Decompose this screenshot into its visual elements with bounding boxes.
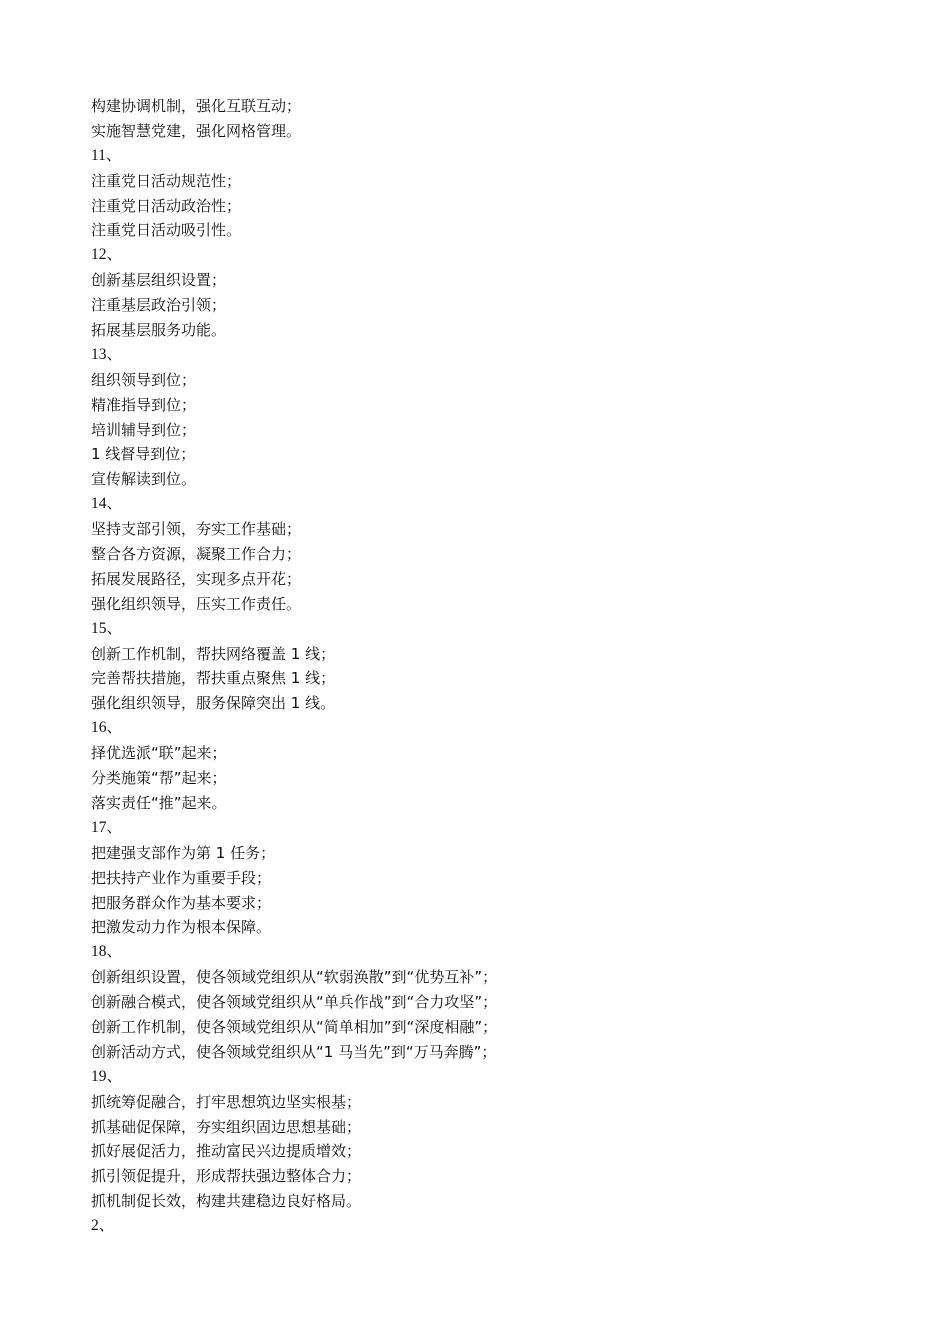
- text-line: 注重基层政治引领；: [91, 296, 227, 315]
- section-number: 16、: [91, 719, 123, 737]
- text-line: 注重党日活动政治性；: [91, 196, 242, 215]
- text-line: 精准指导到位；: [91, 395, 197, 414]
- text-line: 整合各方资源，凝聚工作合力；: [91, 545, 302, 564]
- text-line: 坚持支部引领，夯实工作基础；: [91, 520, 302, 539]
- text-line: 注重党日活动规范性；: [91, 171, 242, 190]
- text-line: 强化组织领导，压实工作责任。: [91, 594, 302, 613]
- text-line: 构建协调机制，强化互联互动；: [91, 97, 302, 115]
- text-line: 创新基层组织设置；: [91, 271, 227, 290]
- text-line: 强化组织领导，服务保障突出 1 线。: [91, 694, 336, 713]
- text-line: 抓基础促保障，夯实组织固边思想基础；: [91, 1117, 362, 1136]
- text-line: 培训辅导到位；: [91, 420, 197, 439]
- text-line: 落实责任“推”起来。: [91, 793, 227, 812]
- text-line: 创新组织设置，使各领域党组织从“软弱涣散”到“优势互补”；: [91, 968, 498, 987]
- text-line: 择优选派“联”起来；: [91, 744, 227, 763]
- section-number: 12、: [91, 246, 123, 264]
- section-number: 15、: [91, 619, 123, 637]
- text-line: 把服务群众作为基本要求；: [91, 893, 272, 912]
- text-line: 把激发动力作为根本保障。: [91, 918, 272, 937]
- text-line: 抓好展促活力，推动富民兴边提质增效；: [91, 1142, 362, 1161]
- text-line: 把建强支部作为第 1 任务；: [91, 843, 276, 862]
- section-number: 13、: [91, 345, 123, 363]
- text-line: 实施智慧党建，强化网格管理。: [91, 121, 302, 140]
- section-number: 18、: [91, 943, 123, 961]
- section-number: 14、: [91, 495, 123, 513]
- text-line: 抓机制促长效，构建共建稳边良好格局。: [91, 1192, 362, 1211]
- section-number: 2、: [91, 1217, 115, 1235]
- text-line: 1 线督导到位；: [91, 445, 196, 464]
- text-line: 拓展发展路径，实现多点开花；: [91, 569, 302, 588]
- section-number: 11、: [91, 146, 122, 164]
- section-number: 19、: [91, 1067, 123, 1085]
- text-line: 注重党日活动吸引性。: [91, 221, 242, 240]
- text-line: 完善帮扶措施，帮扶重点聚焦 1 线；: [91, 669, 336, 688]
- text-line: 分类施策“帮”起来；: [91, 769, 227, 788]
- text-line: 抓统筹促融合，打牢思想筑边坚实根基；: [91, 1092, 362, 1111]
- text-line: 拓展基层服务功能。: [91, 321, 227, 340]
- text-line: 把扶持产业作为重要手段；: [91, 868, 272, 887]
- text-line: 抓引领促提升，形成帮扶强边整体合力；: [91, 1167, 362, 1186]
- text-line: 创新融合模式，使各领域党组织从“单兵作战”到“合力攻坚”；: [91, 993, 498, 1012]
- document-page: [91, 94, 891, 1239]
- text-line: 创新工作机制，使各领域党组织从“简单相加”到“深度相融”；: [91, 1017, 498, 1036]
- text-line: 创新工作机制，帮扶网络覆盖 1 线；: [91, 644, 336, 663]
- section-number: 17、: [91, 818, 123, 836]
- text-line: 组织领导到位；: [91, 370, 197, 389]
- text-line: 创新活动方式，使各领域党组织从“1 马当先”到“万马奔腾”；: [91, 1042, 497, 1061]
- text-line: 宣传解读到位。: [91, 470, 197, 489]
